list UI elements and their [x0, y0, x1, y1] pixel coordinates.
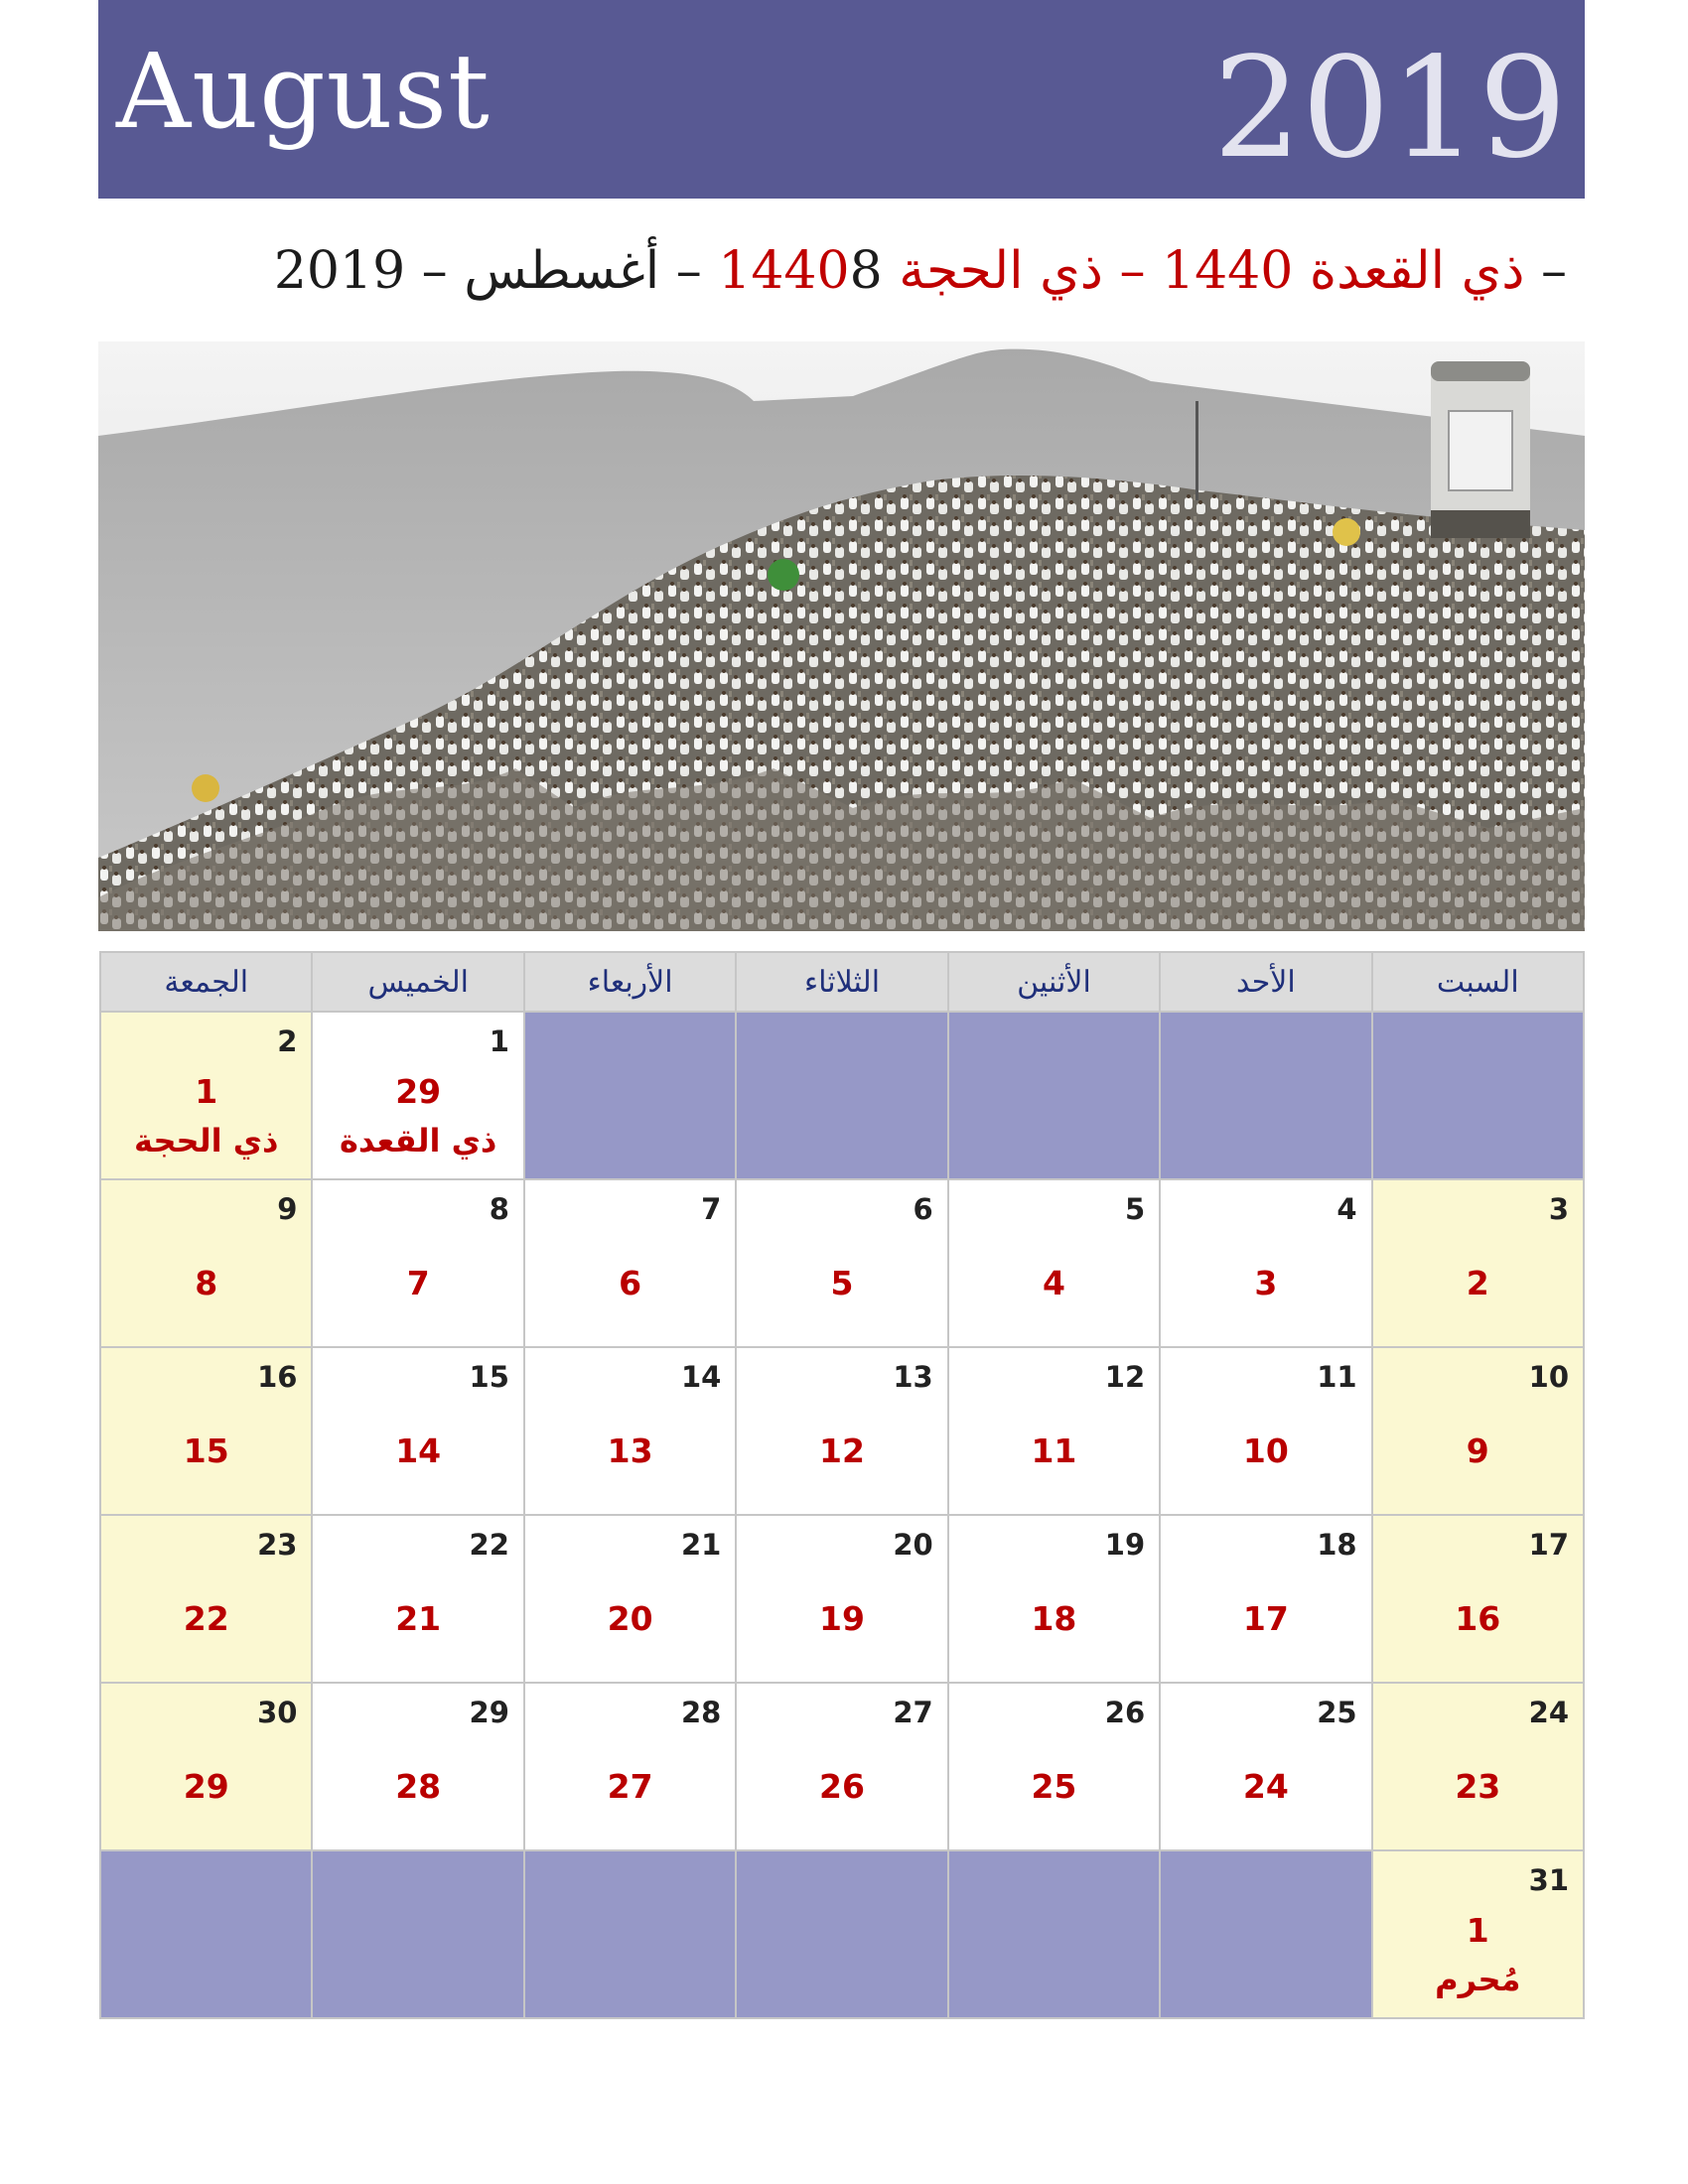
hijri-day-number: 10 [1242, 1432, 1289, 1470]
day-cell [1160, 1683, 1371, 1850]
gregorian-day-number: 25 [1317, 1696, 1357, 1729]
subtitle-gregorian: 8 – أغسطس – 2019 – [273, 241, 1567, 301]
hijri-day-number: 20 [607, 1599, 653, 1638]
gregorian-day-number: 20 [893, 1528, 933, 1562]
hijri-day-number: 9 [1466, 1432, 1489, 1470]
day-cell [1372, 1850, 1584, 2018]
hijri-day-number: 18 [1031, 1599, 1077, 1638]
month-title: August [116, 31, 491, 152]
day-cell [736, 1515, 947, 1683]
day-cell [736, 1347, 947, 1515]
day-cell [312, 1683, 523, 1850]
week-row [100, 1179, 1584, 1347]
hijri-day-number: 16 [1455, 1599, 1501, 1638]
hijri-day-number: 17 [1242, 1599, 1289, 1638]
day-cell [1372, 1683, 1584, 1850]
week-row [100, 1515, 1584, 1683]
gregorian-day-number: 23 [257, 1528, 298, 1562]
subtitle-hijri-range: ذي القعدة 1440 – ذي الحجة 1440 [718, 241, 1525, 301]
hijri-month-name: ذي القعدة [340, 1122, 497, 1160]
gregorian-day-number: 4 [1336, 1192, 1357, 1226]
calendar-grid [99, 951, 1585, 2019]
hijri-day-number: 11 [1031, 1432, 1077, 1470]
day-cell [948, 1179, 1160, 1347]
day-cell [312, 1179, 523, 1347]
day-cell [1160, 1347, 1371, 1515]
hijri-day-number: 3 [1254, 1264, 1278, 1302]
hijri-day-number: 7 [406, 1264, 430, 1302]
gregorian-day-number: 6 [913, 1192, 933, 1226]
gregorian-day-number: 19 [1104, 1528, 1146, 1562]
day-cell [100, 1179, 312, 1347]
gregorian-day-number: 10 [1528, 1360, 1569, 1394]
gregorian-day-number: 12 [1104, 1360, 1146, 1394]
gregorian-day-number: 26 [1104, 1696, 1146, 1729]
empty-day-cell [524, 1012, 736, 1179]
gregorian-day-number: 24 [1528, 1696, 1569, 1729]
hijri-day-number: 26 [819, 1767, 865, 1806]
weekday-header-row [100, 952, 1584, 1012]
hijri-month-name: مُحرم [1435, 1961, 1521, 1998]
date-subtitle [117, 236, 1567, 306]
gregorian-day-number: 13 [893, 1360, 933, 1394]
hajj-mount-arafat-photo [98, 341, 1585, 931]
gregorian-day-number: 22 [469, 1528, 509, 1562]
gregorian-day-number: 30 [257, 1696, 298, 1729]
day-cell [948, 1683, 1160, 1850]
gregorian-day-number: 21 [680, 1528, 722, 1562]
empty-day-cell [1160, 1012, 1371, 1179]
gregorian-day-number: 9 [277, 1192, 298, 1226]
gregorian-day-number: 3 [1548, 1192, 1569, 1226]
hijri-day-number: 15 [183, 1432, 229, 1470]
day-cell [1372, 1179, 1584, 1347]
gregorian-day-number: 16 [257, 1360, 298, 1394]
day-cell [736, 1683, 947, 1850]
weekday-tuesday: الثلاثاء [736, 952, 947, 1012]
hijri-day-number: 24 [1242, 1767, 1289, 1806]
empty-day-cell [948, 1012, 1160, 1179]
gregorian-day-number: 17 [1528, 1528, 1569, 1562]
day-cell [524, 1347, 736, 1515]
header-banner [98, 0, 1585, 199]
empty-day-cell [736, 1012, 947, 1179]
day-cell [100, 1515, 312, 1683]
day-cell [948, 1347, 1160, 1515]
day-cell [312, 1347, 523, 1515]
day-cell [1160, 1515, 1371, 1683]
hijri-day-number: 14 [395, 1432, 442, 1470]
gregorian-day-number: 29 [469, 1696, 509, 1729]
hijri-day-number: 2 [1466, 1264, 1489, 1302]
week-row [100, 1850, 1584, 2018]
hijri-day-number: 27 [607, 1767, 653, 1806]
hijri-day-number: 6 [619, 1264, 642, 1302]
empty-day-cell [736, 1850, 947, 2018]
hijri-day-number: 1 [195, 1072, 218, 1111]
weekday-monday: الأثنين [948, 952, 1160, 1012]
weekday-wednesday: الأربعاء [524, 952, 736, 1012]
empty-day-cell [100, 1850, 312, 2018]
gregorian-day-number: 14 [680, 1360, 722, 1394]
hijri-day-number: 1 [1466, 1911, 1489, 1950]
week-row [100, 1347, 1584, 1515]
hijri-day-number: 19 [819, 1599, 865, 1638]
weekday-thursday: الخميس [312, 952, 523, 1012]
gregorian-day-number: 7 [701, 1192, 722, 1226]
hijri-day-number: 25 [1031, 1767, 1077, 1806]
gregorian-day-number: 11 [1317, 1360, 1357, 1394]
week-row [100, 1683, 1584, 1850]
hijri-day-number: 28 [395, 1767, 442, 1806]
year-title: 2019 [1212, 28, 1567, 190]
gregorian-day-number: 8 [489, 1192, 509, 1226]
gregorian-day-number: 15 [469, 1360, 509, 1394]
empty-day-cell [948, 1850, 1160, 2018]
day-cell [312, 1012, 523, 1179]
gregorian-day-number: 31 [1528, 1863, 1569, 1897]
hijri-month-name: ذي الحجة [134, 1122, 279, 1160]
day-cell [1372, 1347, 1584, 1515]
calendar-body [100, 1012, 1584, 2018]
empty-day-cell [312, 1850, 523, 2018]
day-cell [312, 1515, 523, 1683]
week-row [100, 1012, 1584, 1179]
day-cell [100, 1012, 312, 1179]
hijri-day-number: 8 [195, 1264, 218, 1302]
gregorian-day-number: 2 [277, 1024, 298, 1058]
hijri-day-number: 23 [1455, 1767, 1501, 1806]
empty-day-cell [1160, 1850, 1371, 2018]
gregorian-day-number: 28 [680, 1696, 722, 1729]
gregorian-day-number: 1 [489, 1024, 509, 1058]
hijri-day-number: 29 [395, 1072, 442, 1111]
weekday-sunday: الأحد [1160, 952, 1371, 1012]
day-cell [736, 1179, 947, 1347]
day-cell [524, 1179, 736, 1347]
hijri-day-number: 5 [830, 1264, 854, 1302]
day-cell [948, 1515, 1160, 1683]
gregorian-day-number: 27 [893, 1696, 933, 1729]
hijri-day-number: 4 [1042, 1264, 1065, 1302]
day-cell [1160, 1179, 1371, 1347]
day-cell [1372, 1515, 1584, 1683]
hijri-day-number: 29 [183, 1767, 229, 1806]
empty-day-cell [1372, 1012, 1584, 1179]
day-cell [100, 1683, 312, 1850]
hijri-day-number: 13 [607, 1432, 653, 1470]
empty-day-cell [524, 1850, 736, 2018]
day-cell [100, 1347, 312, 1515]
day-cell [524, 1515, 736, 1683]
gregorian-day-number: 5 [1124, 1192, 1146, 1226]
hijri-day-number: 12 [819, 1432, 865, 1470]
hijri-day-number: 21 [395, 1599, 442, 1638]
weekday-saturday: السبت [1372, 952, 1584, 1012]
day-cell [524, 1683, 736, 1850]
weekday-friday: الجمعة [100, 952, 312, 1012]
hijri-day-number: 22 [183, 1599, 229, 1638]
gregorian-day-number: 18 [1317, 1528, 1357, 1562]
